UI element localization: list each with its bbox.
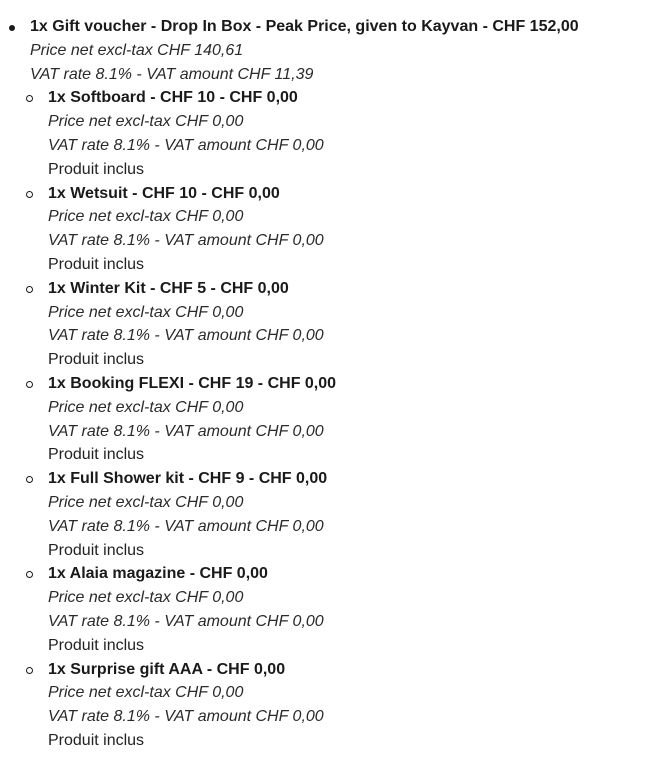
included-product-vat: VAT rate 8.1% - VAT amount CHF 0,00 — [48, 232, 324, 250]
included-product-vat: VAT rate 8.1% - VAT amount CHF 0,00 — [48, 136, 324, 154]
order-item-title: 1x Gift voucher - Drop In Box - Peak Price, given to Kayvan - CHF 152,00 — [30, 18, 579, 35]
bullet-circle-icon — [26, 381, 33, 388]
included-product-status: Produit inclus — [48, 446, 145, 464]
included-product-vat: VAT rate 8.1% - VAT amount CHF 0,00 — [48, 327, 324, 345]
bullet-disc-icon — [9, 25, 15, 31]
included-product-status: Produit inclus — [48, 731, 145, 749]
bullet-circle-icon — [26, 191, 33, 198]
included-product-price-net: Price net excl-tax CHF 0,00 — [48, 113, 244, 131]
included-product-item — [0, 467, 672, 562]
included-product-title: 1x Softboard - CHF 10 - CHF 0,00 — [48, 89, 298, 107]
included-product-price-net: Price net excl-tax CHF 0,00 — [48, 303, 244, 321]
bullet-circle-icon — [26, 667, 33, 674]
included-product-item — [0, 658, 672, 753]
bullet-circle-icon — [26, 476, 33, 483]
included-product-vat: VAT rate 8.1% - VAT amount CHF 0,00 — [48, 612, 324, 630]
included-product-price-net: Price net excl-tax CHF 0,00 — [48, 208, 244, 226]
included-product-status: Produit inclus — [48, 541, 145, 559]
order-line-details — [30, 15, 672, 86]
included-product-vat: VAT rate 8.1% - VAT amount CHF 0,00 — [48, 517, 324, 535]
included-product-title: 1x Winter Kit - CHF 5 - CHF 0,00 — [48, 279, 289, 297]
included-product-item — [0, 86, 672, 181]
included-product-title: 1x Surprise gift AAA - CHF 0,00 — [48, 660, 286, 678]
included-product-vat: VAT rate 8.1% - VAT amount CHF 0,00 — [48, 422, 324, 440]
included-product-item — [0, 277, 672, 372]
included-product-status: Produit inclus — [48, 351, 145, 369]
included-product-status: Produit inclus — [48, 255, 145, 273]
included-products-list — [0, 86, 672, 752]
bullet-circle-icon — [26, 95, 33, 102]
included-product-price-net: Price net excl-tax CHF 0,00 — [48, 589, 244, 607]
order-item-price-net: Price net excl-tax CHF 140,61 — [30, 41, 244, 59]
included-product-item — [0, 562, 672, 657]
included-product-title: 1x Alaia magazine - CHF 0,00 — [48, 565, 268, 583]
included-product-item — [0, 372, 672, 467]
bullet-circle-icon — [26, 571, 33, 578]
included-product-price-net: Price net excl-tax CHF 0,00 — [48, 684, 244, 702]
included-product-status: Produit inclus — [48, 636, 145, 654]
included-product-vat: VAT rate 8.1% - VAT amount CHF 0,00 — [48, 708, 324, 726]
order-line-item — [0, 15, 672, 753]
included-product-title: 1x Wetsuit - CHF 10 - CHF 0,00 — [48, 184, 280, 202]
bullet-circle-icon — [26, 286, 33, 293]
included-product-title: 1x Booking FLEXI - CHF 19 - CHF 0,00 — [48, 374, 337, 392]
included-product-item — [0, 182, 672, 277]
included-product-status: Produit inclus — [48, 160, 145, 178]
included-product-price-net: Price net excl-tax CHF 0,00 — [48, 493, 244, 511]
order-item-vat: VAT rate 8.1% - VAT amount CHF 11,39 — [30, 65, 314, 83]
included-product-title: 1x Full Shower kit - CHF 9 - CHF 0,00 — [48, 470, 328, 488]
included-product-price-net: Price net excl-tax CHF 0,00 — [48, 398, 244, 416]
